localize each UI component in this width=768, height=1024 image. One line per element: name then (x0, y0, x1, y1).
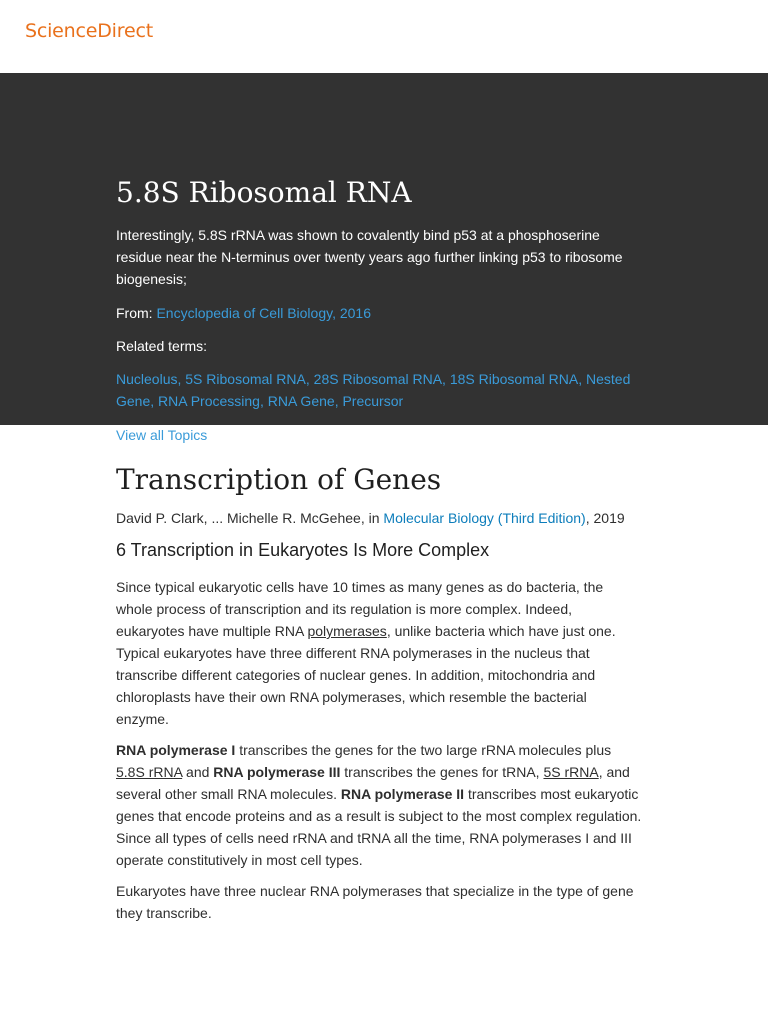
publication-year: , 2019 (585, 510, 625, 526)
related-term-link[interactable]: RNA Processing (158, 393, 260, 409)
section-heading: 6 Transcription in Eukaryotes Is More Complex (116, 540, 490, 560)
related-terms-label: Related terms: (116, 338, 208, 354)
p2-text-4: , and several other small RNA molecules. (116, 764, 630, 802)
topic-definition: Interestingly, 5.8S rRNA was shown to covalently bind p53 at a phosphoserine residue near the N-terminus over twenty years ago further linking p53 to ribosome biogenesis; (116, 227, 623, 287)
p1-text-2: , unlike bacteria which have just one. Typical eukaryotes have three different RNA polymerases in the nucleus that transcribe different categories of nuclear genes. In addition, mitochondria and chloroplasts have their own RNA polymerases, which resemble the bacterial enzyme. (116, 623, 616, 727)
term-separator: , (442, 371, 450, 387)
term-separator: , (305, 371, 314, 387)
authors: David P. Clark, ... Michelle R. McGehee, in (116, 510, 384, 526)
paragraph-3: Eukaryotes have three nuclear RNA polymerases that specialize in the type of gene they transcribe. (116, 883, 634, 921)
related-term-link[interactable]: RNA Gene (267, 393, 335, 409)
article-title-text: Transcription of Genes (116, 463, 442, 496)
related-term-link[interactable]: Precursor (342, 393, 404, 409)
related-terms-list (116, 368, 646, 412)
5s-rrna-link[interactable]: 5S rRNA (543, 764, 599, 780)
related-term-link[interactable]: 28S Ribosomal RNA (313, 371, 443, 387)
term-separator: , (578, 371, 586, 387)
term-separator: , (334, 393, 343, 409)
top-header (0, 0, 768, 73)
related-term-link[interactable]: Nucleolus (116, 371, 178, 387)
rna-pol-3-term: RNA polymerase III (213, 764, 341, 780)
from-label: From: (116, 305, 153, 321)
term-separator: , (259, 393, 268, 409)
p2-text-1: transcribes the genes for the two large rRNA molecules plus (235, 742, 612, 758)
topic-summary (0, 73, 768, 443)
related-term-link[interactable]: 5S Ribosomal RNA (185, 371, 306, 387)
view-all-topics-link[interactable]: View all Topics (116, 427, 208, 443)
p2-text-5: transcribes most eukaryotic genes that encode proteins and as a result is subject to the most complex regulation. Since all types of cells need rRNA and tRNA all the time, RNA polymerases I and III operate constitutively in most cell types. (116, 786, 642, 868)
p2-text-2: and (182, 764, 214, 780)
paragraph-1 (116, 576, 643, 730)
byline (116, 507, 643, 529)
rna-pol-1-term: RNA polymerase I (116, 742, 236, 758)
topic-title: 5.8S Ribosomal RNA (116, 176, 412, 209)
related-term-link[interactable]: 18S Ribosomal RNA (449, 371, 579, 387)
source-link[interactable]: Encyclopedia of Cell Biology, 2016 (156, 305, 371, 321)
article-excerpt (0, 425, 643, 924)
paragraph-2 (116, 739, 643, 871)
p1-text-1: Since typical eukaryotic cells have 10 times as many genes as do bacteria, the whole process of transcription and its regulation is more complex. Indeed, eukaryotes have multiple RNA (116, 579, 604, 639)
related-term-link[interactable]: Nested Gene (116, 371, 631, 409)
polymerases-link[interactable]: polymerases (307, 623, 387, 639)
p2-text-3: transcribes the genes for tRNA, (340, 764, 544, 780)
term-separator: , (177, 371, 186, 387)
sciencedirect-logo[interactable]: ScienceDirect (25, 20, 153, 42)
article-title[interactable] (116, 463, 643, 497)
book-link[interactable]: Molecular Biology (Third Edition) (383, 510, 586, 526)
rna-pol-2-term: RNA polymerase II (340, 786, 465, 802)
5-8s-rrna-link[interactable]: 5.8S rRNA (116, 764, 183, 780)
term-separator: , (150, 393, 159, 409)
topic-source (116, 302, 646, 324)
